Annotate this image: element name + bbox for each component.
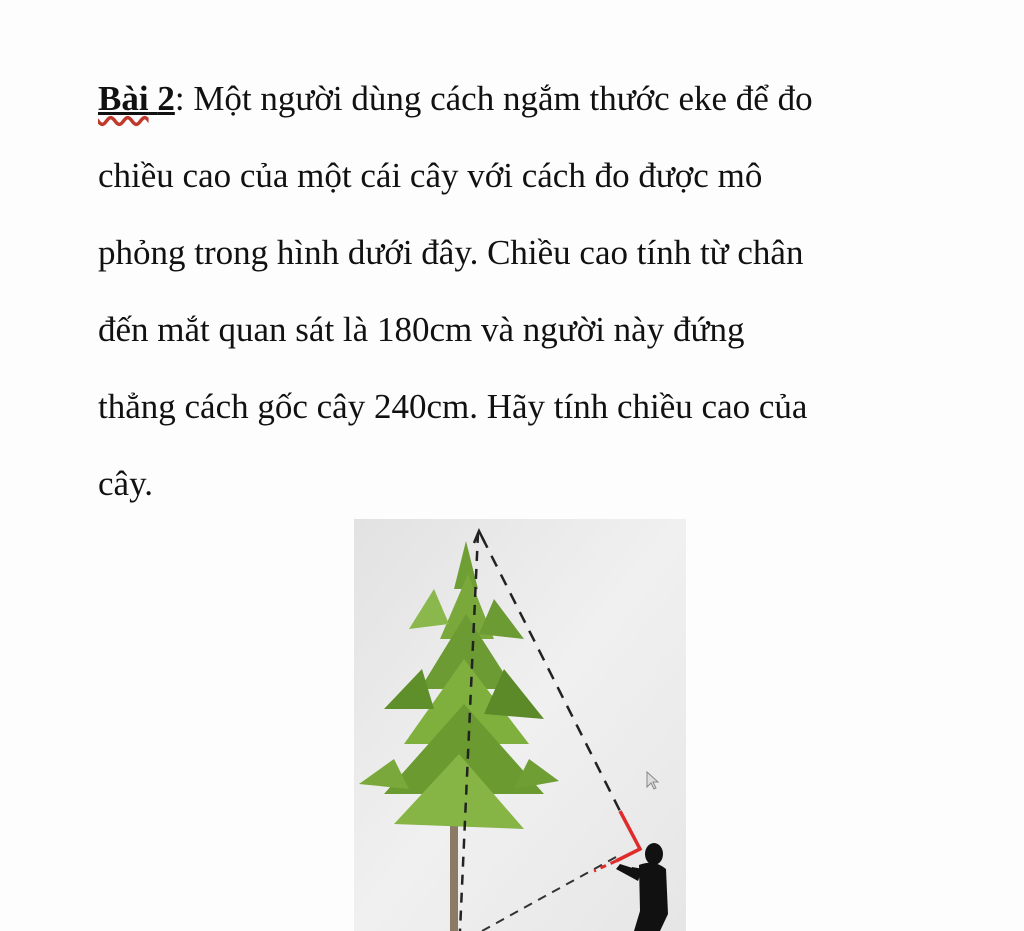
problem-label [98,79,175,118]
tree-trunk [450,819,458,931]
problem-line-2: chiều cao của một cái cây với cách đo được mô [98,156,763,195]
problem-label-number: 2 [157,79,175,118]
problem-line-1 [98,60,958,137]
problem-label-separator: : [174,79,185,118]
problem-text-line-1: Một người dùng cách ngắm thước eke để đo [184,79,813,118]
problem-line-4: đến mắt quan sát là 180cm và người này đứng [98,310,745,349]
problem-line-6: cây. [98,464,154,503]
tree-measurement-figure [354,519,686,931]
problem-line-5: thẳng cách gốc cây 240cm. Hãy tính chiều cao của [98,387,808,426]
problem-label-word: Bài [98,79,149,118]
problem-line-3: phỏng trong hình dưới đây. Chiều cao tính từ chân [98,233,804,272]
figure-illustration [354,519,686,931]
problem-statement [98,60,958,522]
